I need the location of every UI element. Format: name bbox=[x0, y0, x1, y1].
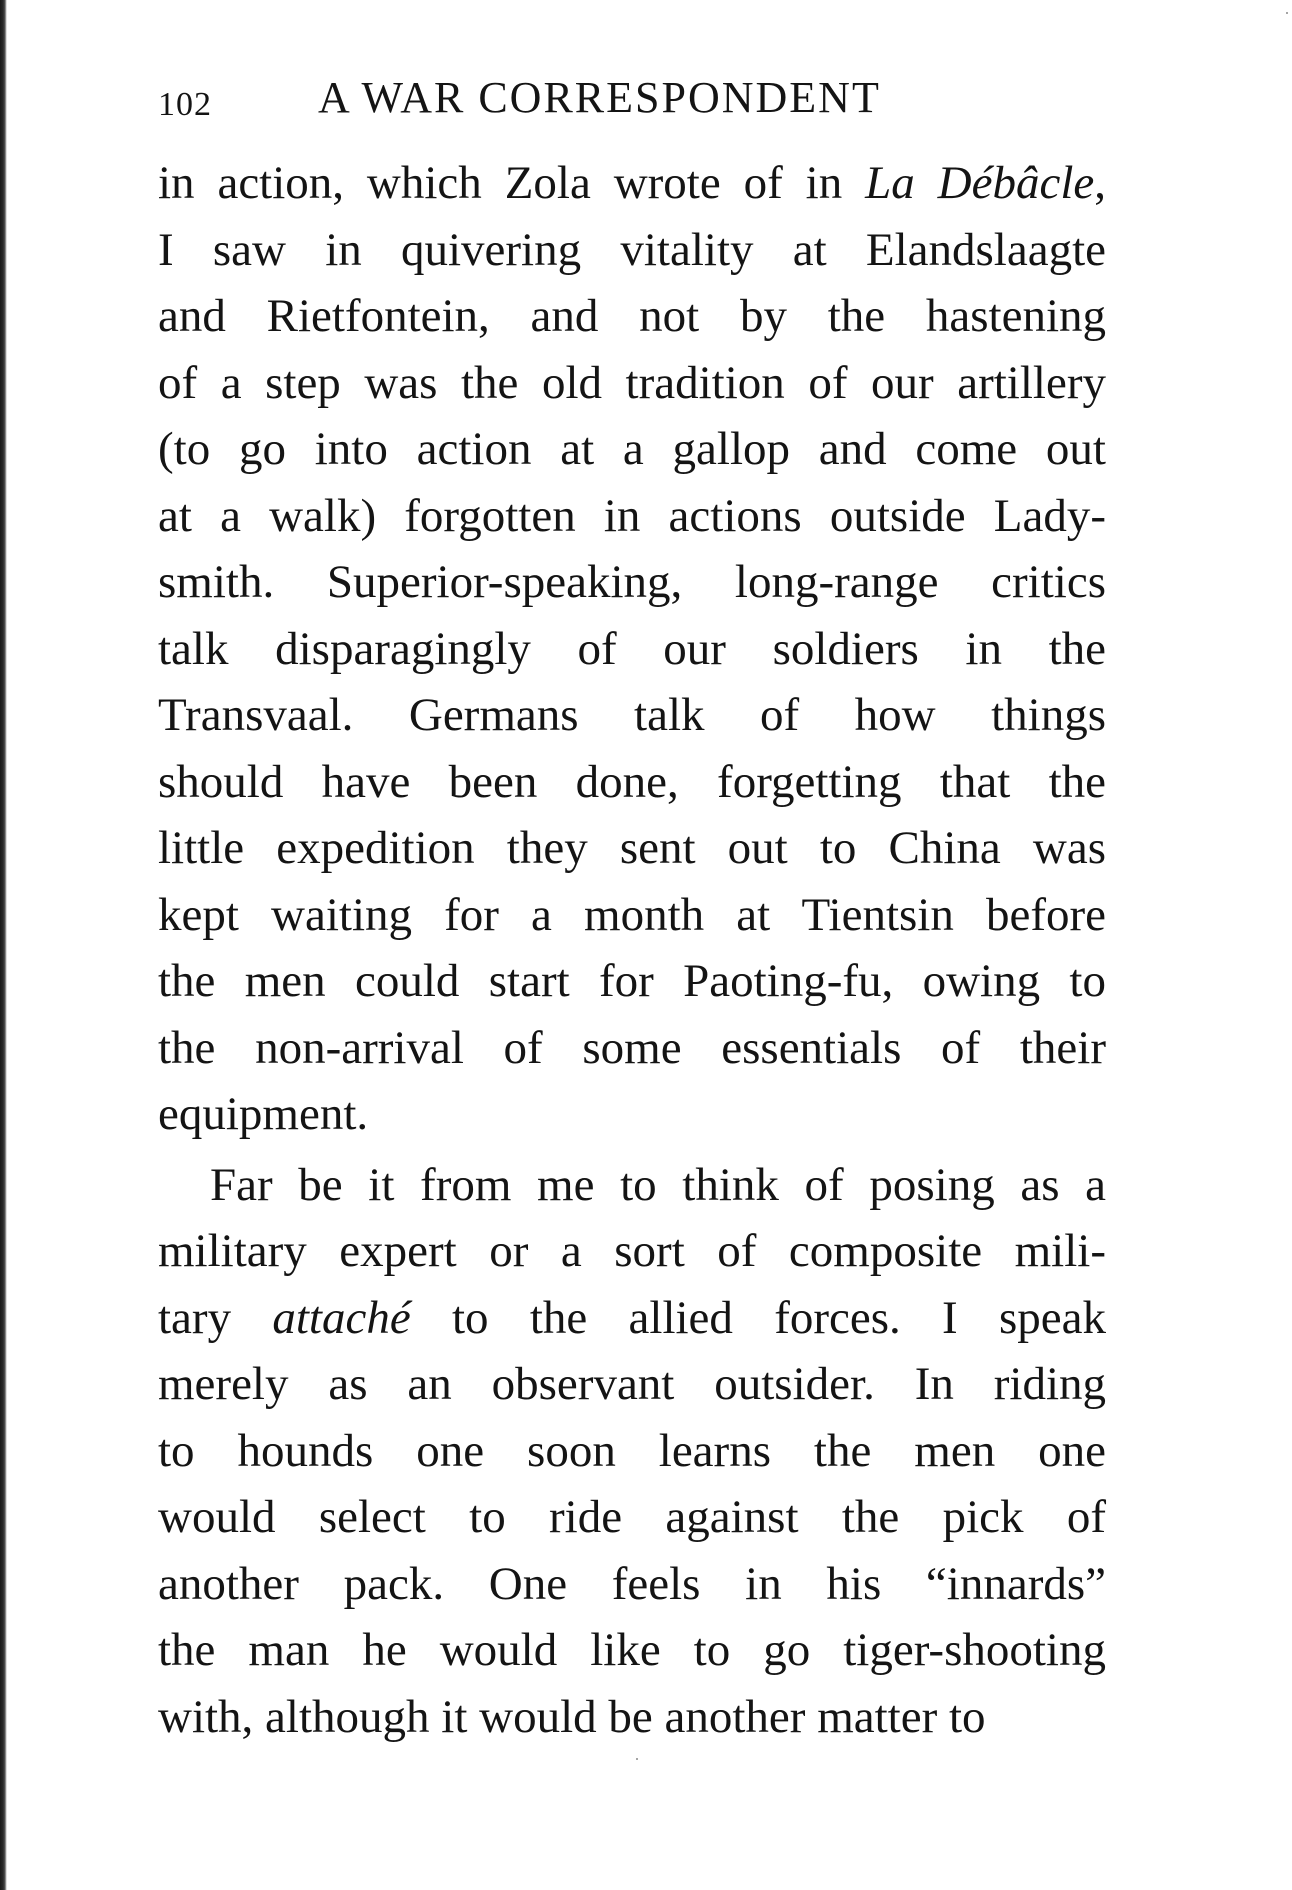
line-text: merely as an observant outsider. In riding bbox=[158, 1358, 1106, 1410]
paragraph bbox=[158, 1152, 1106, 1751]
line-text: to hounds one soon learns the men one bbox=[158, 1424, 1106, 1477]
paper-speck bbox=[1286, 12, 1288, 14]
text-line bbox=[158, 948, 1106, 1015]
text-line bbox=[158, 416, 1106, 483]
line-text: the men could start for Paoting-fu, owing to bbox=[158, 955, 1106, 1007]
line-text: (to go into action at a gallop and come out bbox=[158, 423, 1106, 475]
italic-phrase: attaché bbox=[272, 1291, 411, 1344]
italic-phrase: La Débâcle bbox=[865, 157, 1095, 209]
text-line bbox=[158, 882, 1106, 949]
line-text: to the allied forces. I speak bbox=[410, 1291, 1106, 1344]
line-text: the non-arrival of some essentials of their bbox=[158, 1021, 1106, 1074]
line-text: and Rietfontein, and not by the hastening bbox=[158, 290, 1106, 342]
body-text bbox=[158, 150, 1106, 1750]
line-text: at a walk) forgotten in actions outside Lady- bbox=[158, 489, 1106, 542]
text-line bbox=[158, 1684, 1106, 1751]
running-head: A WAR CORRESPONDENT bbox=[318, 73, 881, 122]
line-text: would select to ride against the pick of bbox=[158, 1491, 1106, 1543]
text-line bbox=[158, 1285, 1106, 1352]
text-line bbox=[158, 1081, 1106, 1148]
text-line bbox=[158, 749, 1106, 816]
line-text: smith. Superior-speaking, long-range critics bbox=[158, 556, 1106, 608]
text-line bbox=[158, 682, 1106, 749]
line-text: should have been done, forgetting that the bbox=[158, 755, 1106, 808]
text-line bbox=[158, 150, 1106, 217]
line-text: little expedition they sent out to China was bbox=[158, 822, 1106, 874]
text-line bbox=[158, 549, 1106, 616]
line-text: talk disparagingly of our soldiers in the bbox=[158, 622, 1106, 675]
line-text: Transvaal. Germans talk of how things bbox=[158, 689, 1106, 741]
page-number: 102 bbox=[158, 86, 212, 123]
text-line bbox=[158, 1152, 1106, 1219]
line-text: tary bbox=[158, 1291, 273, 1344]
text-line bbox=[158, 815, 1106, 882]
text-line bbox=[158, 283, 1106, 350]
line-text: Far be it from me to think of posing as a bbox=[210, 1158, 1106, 1211]
line-text: the man he would like to go tiger-shooting bbox=[158, 1624, 1106, 1676]
text-line bbox=[158, 1617, 1106, 1684]
text-line bbox=[158, 1551, 1106, 1618]
line-text: with, although it would be another matter to bbox=[158, 1690, 986, 1743]
text-line bbox=[158, 1015, 1106, 1082]
text-line bbox=[158, 483, 1106, 550]
line-text: military expert or a sort of composite mili- bbox=[158, 1225, 1106, 1277]
line-text: , bbox=[1094, 157, 1106, 209]
line-text: another pack. One feels in his “innards” bbox=[158, 1557, 1106, 1610]
text-line bbox=[158, 350, 1106, 417]
text-line bbox=[158, 1484, 1106, 1551]
text-line bbox=[158, 616, 1106, 683]
line-text: kept waiting for a month at Tientsin before bbox=[158, 888, 1106, 941]
text-line bbox=[158, 1351, 1106, 1418]
page-edge-rule bbox=[0, 0, 7, 1890]
line-text: in action, which Zola wrote of in bbox=[158, 157, 866, 209]
line-text: I saw in quivering vitality at Elandslaagte bbox=[158, 223, 1106, 276]
paragraph bbox=[158, 150, 1106, 1148]
line-text: of a step was the old tradition of our artillery bbox=[158, 356, 1106, 409]
text-line bbox=[158, 217, 1106, 284]
text-line bbox=[158, 1218, 1106, 1285]
line-text: equipment. bbox=[158, 1088, 369, 1140]
text-line bbox=[158, 1418, 1106, 1485]
paper-speck bbox=[636, 1758, 638, 1760]
